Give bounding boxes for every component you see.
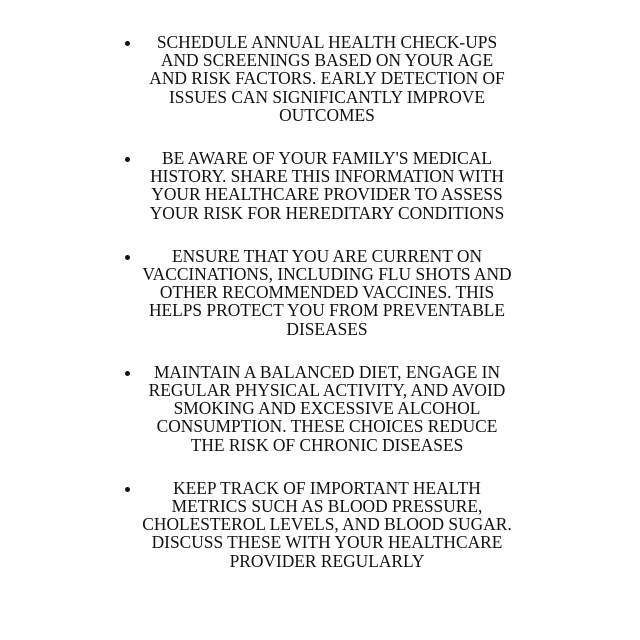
bullet-icon [125,487,130,492]
tip-text: BE AWARE OF YOUR FAMILY'S MEDICAL HISTORY. SHARE THIS INFORMATION WITH YOUR HEALTHCARE PROVIDER TO ASSESS YOUR RISK FOR HEREDITARY CONDITIONS [149,148,505,223]
list-item [120,33,520,124]
list-item [120,149,520,222]
health-tips-list [120,33,520,595]
bullet-icon [125,41,130,46]
list-item [120,247,520,338]
bullet-icon [125,255,130,260]
tip-text: SCHEDULE ANNUAL HEALTH CHECK-UPS AND SCREENINGS BASED ON YOUR AGE AND RISK FACTORS. EARLY DETECTION OF ISSUES CAN SIGNIFICANTLY IMPROVE OUTCOMES [149,32,505,125]
bullet-icon [125,157,130,162]
tip-text: MAINTAIN A BALANCED DIET, ENGAGE IN REGULAR PHYSICAL ACTIVITY, AND AVOID SMOKING AND EXCESSIVE ALCOHOL CONSUMPTION. THESE CHOICES REDUCE THE RISK OF CHRONIC DISEASES [148,361,506,455]
tip-text: ENSURE THAT YOU ARE CURRENT ON VACCINATIONS, INCLUDING FLU SHOTS AND OTHER RECOMMENDED VACCINES. THIS HELPS PROTECT YOU FROM PREVENTABLE DISEASES [142,245,512,339]
list-item [120,363,520,454]
tip-text: KEEP TRACK OF IMPORTANT HEALTH METRICS SUCH AS BLOOD PRESSURE, CHOLESTEROL LEVELS, AND BLOOD SUGAR. DISCUSS THESE WITH YOUR HEALTHCARE PROVIDER REGULARLY [142,477,512,571]
list-item [120,479,520,570]
bullet-icon [125,371,130,376]
